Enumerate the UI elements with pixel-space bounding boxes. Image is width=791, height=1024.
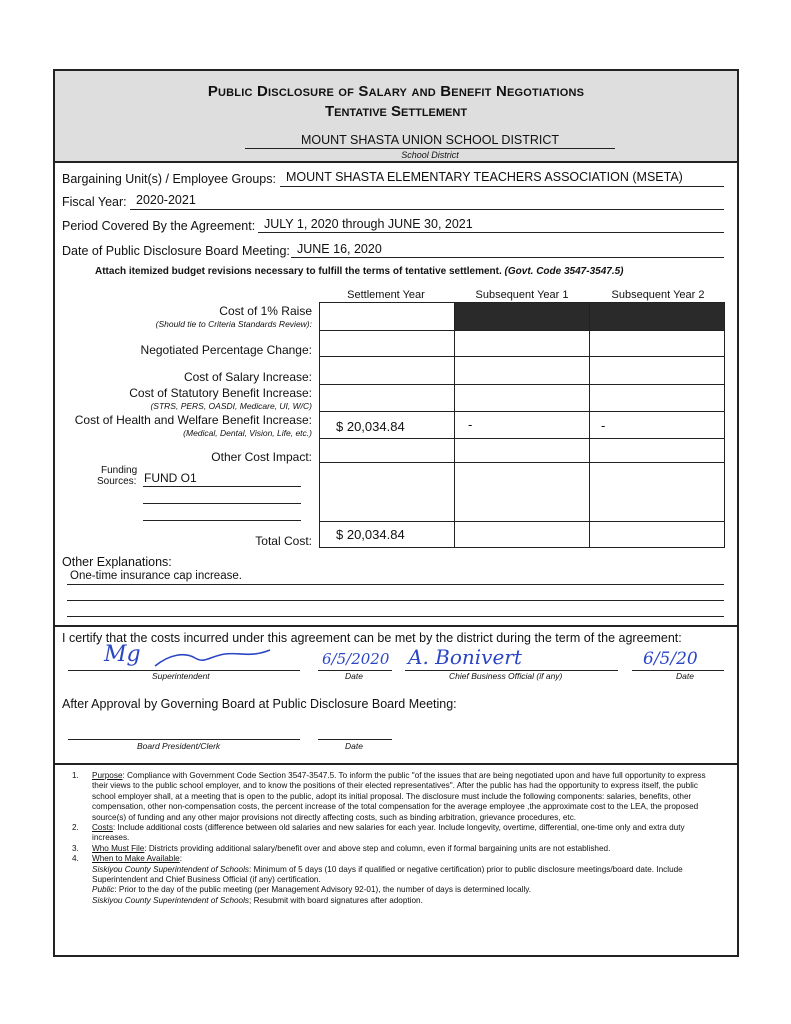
section-divider	[55, 763, 737, 765]
cell-funding-sub2	[590, 463, 725, 522]
salary-cost-label: Cost of Salary Increase:	[183, 370, 312, 384]
district-caption: School District	[401, 150, 459, 160]
cell-salary-sub2	[590, 357, 725, 385]
cell-pct-sub1	[455, 331, 590, 357]
section-divider	[55, 625, 737, 627]
funding-value: FUND O1	[144, 471, 197, 485]
attach-note: Attach itemized budget revisions necessary to fulfill the terms of tentative settlement. (Govt. Code 3547-3547.5)	[95, 266, 624, 277]
table-row	[320, 303, 725, 331]
meeting-date-label: Date of Public Disclosure Board Meeting:	[62, 244, 290, 258]
explanations-line-3	[67, 616, 724, 617]
note-item: 4. When to Make Available:	[72, 854, 182, 864]
cell-pct-settlement	[320, 331, 455, 357]
approval-date-line	[318, 739, 392, 740]
note-subitem: Public: Prior to the day of the public meeting (per Management Advisory 92-01), the number of days is determined locally.	[92, 885, 532, 895]
statutory-sublabel: (STRS, PERS, OASDI, Medicare, UI, W/C)	[150, 401, 312, 411]
cell-statutory-sub2	[590, 385, 725, 412]
cell-raise-settlement	[320, 303, 455, 331]
note-item: 3. Who Must File: Districts providing additional salary/benefit over and above step and column, even if formal bargaining units are not established.	[72, 843, 611, 853]
cbo-date: 6/5/20	[643, 649, 698, 669]
approval-date-caption: Date	[345, 741, 363, 751]
certify-statement: I certify that the costs incurred under this agreement can be met by the district during the term of the agreement:	[62, 631, 682, 645]
fiscal-year-value: 2020-2021	[136, 193, 196, 207]
meeting-date-underline	[291, 257, 724, 258]
explanations-line-1	[67, 584, 724, 585]
president-caption: Board President/Clerk	[137, 741, 221, 751]
period-underline	[258, 232, 724, 233]
superintendent-caption: Superintendent	[152, 671, 210, 681]
note-subitem: Siskiyou County Superintendent of Schools; Resubmit with board signatures after adoption.	[92, 895, 423, 905]
note-item: 2. Costs: Include additional costs (difference between old salaries and new salaries for each year. Include longevity, overtime, differential, one-time only and extra duty increases.	[72, 823, 685, 843]
table-row	[320, 331, 725, 357]
table-row	[320, 439, 725, 463]
total-settlement-value: $ 20,034.84	[336, 527, 405, 542]
cell-pct-sub2	[590, 331, 725, 357]
explanations-label: Other Explanations:	[62, 555, 172, 569]
statutory-cost-label: Cost of Statutory Benefit Increase:	[129, 386, 312, 400]
cell-health-sub2	[590, 412, 725, 439]
cbo-caption: Chief Business Official (if any)	[449, 671, 563, 681]
pct-change-label: Negotiated Percentage Change:	[140, 343, 312, 357]
cell-raise-sub1	[455, 303, 590, 331]
period-value: JULY 1, 2020 through JUNE 30, 2021	[264, 217, 473, 231]
instructions-notes	[72, 771, 722, 906]
health-sub1-value: -	[468, 417, 473, 432]
raise-label: Cost of 1% Raise	[219, 304, 312, 318]
form-title: Public Disclosure of Salary and Benefit Negotiations	[207, 83, 585, 100]
other-cost-label: Other Cost Impact:	[211, 450, 312, 464]
attach-code: (Govt. Code 3547-3547.5)	[504, 266, 624, 277]
funding-underline-2	[143, 503, 301, 504]
cell-funding-sub1	[455, 463, 590, 522]
col-subsequent-year-1: Subsequent Year 1	[475, 289, 569, 301]
health-sub2-value: -	[601, 418, 606, 433]
bargaining-label: Bargaining Unit(s) / Employee Groups:	[62, 172, 276, 186]
health-sublabel: (Medical, Dental, Vision, Life, etc.)	[183, 428, 312, 438]
form-header	[55, 71, 737, 163]
table-row	[320, 385, 725, 412]
funding-underline-3	[143, 520, 301, 521]
bargaining-value: MOUNT SHASTA ELEMENTARY TEACHERS ASSOCIATION (MSETA)	[286, 170, 683, 184]
cell-statutory-sub1	[455, 385, 590, 412]
cell-other-settlement	[320, 439, 455, 463]
funding-sources-label: Sources:	[97, 476, 137, 487]
total-cost-label: Total Cost:	[255, 534, 312, 548]
note-subitem: Siskiyou County Superintendent of Schools: Minimum of 5 days (10 days if qualified or negative certification) prior to public disclosure meetings/board date. Include Superintendent and Chief Business Official (if any) certification.	[92, 864, 683, 885]
cell-other-sub2	[590, 439, 725, 463]
cell-salary-settlement	[320, 357, 455, 385]
funding-label: Funding	[101, 465, 138, 476]
cell-salary-sub1	[455, 357, 590, 385]
cell-funding-settlement	[320, 463, 455, 522]
raise-sublabel: (Should tie to Criteria Standards Review):	[155, 319, 312, 329]
bargaining-underline	[280, 186, 724, 187]
approval-label: After Approval by Governing Board at Public Disclosure Board Meeting:	[62, 697, 457, 711]
date-caption-2: Date	[676, 671, 694, 681]
date-caption-1: Date	[345, 671, 363, 681]
period-label: Period Covered By the Agreement:	[62, 219, 256, 233]
meeting-date-value: JUNE 16, 2020	[297, 242, 382, 256]
cell-health-sub1	[455, 412, 590, 439]
col-settlement-year: Settlement Year	[347, 289, 425, 301]
cell-statutory-settlement	[320, 385, 455, 412]
explanations-line-2	[67, 600, 724, 601]
col-subsequent-year-2: Subsequent Year 2	[611, 289, 705, 301]
funding-underline-1	[143, 486, 301, 487]
cell-raise-sub2	[590, 303, 725, 331]
explanations-text: One-time insurance cap increase.	[70, 570, 242, 582]
form-subtitle: Tentative Settlement	[324, 103, 468, 120]
cell-total-sub1	[455, 522, 590, 548]
fiscal-year-underline	[130, 209, 724, 210]
health-cost-label: Cost of Health and Welfare Benefit Increase:	[74, 413, 312, 427]
president-line	[68, 739, 300, 740]
note-item: 1. Purpose: Compliance with Government Code Section 3547-3547.5. To inform the public "of the issues that are being negotiated upon and have full opportunity to express their views to the public school employer, and to know the positions of their elected representatives". After the public has had the opportunity to express itself, the public school employer shall, at a meeting that is open to the public, adopt its initial proposal. The disclosure must include the following components: salaries, benefits, other compensation, other non-compensation costs, the percent increase of the total compensation for the average employee ,the approximate cost to the LEA, the proposed source(s) of funding and any other major provisions not directly affecting costs, such as binding arbitration, grievance procedures, etc.	[72, 771, 706, 822]
cbo-signature: A. Bonivert	[408, 645, 522, 669]
superintendent-signature: Mg	[104, 642, 141, 667]
health-settlement-value: $ 20,034.84	[336, 419, 405, 434]
superintendent-date: 6/5/2020	[322, 650, 390, 668]
district-name: MOUNT SHASTA UNION SCHOOL DISTRICT	[245, 133, 615, 149]
fiscal-year-label: Fiscal Year:	[62, 195, 127, 209]
table-row	[320, 357, 725, 385]
table-row	[320, 463, 725, 522]
cell-total-sub2	[590, 522, 725, 548]
cell-other-sub1	[455, 439, 590, 463]
